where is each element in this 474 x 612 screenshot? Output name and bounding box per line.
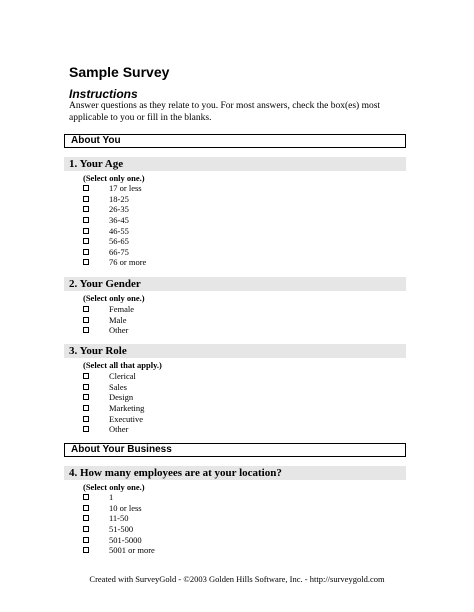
option-label: Executive	[109, 413, 143, 424]
option-row	[83, 524, 133, 535]
checkbox[interactable]	[83, 515, 89, 521]
instructions-text: Answer questions as they relate to you. For most answers, check the box(es) most applicable to you or fill in the blanks.	[69, 101, 381, 123]
option-row	[83, 315, 126, 326]
option-row	[83, 382, 127, 393]
option-row	[83, 236, 129, 247]
checkbox[interactable]	[83, 306, 89, 312]
option-row	[83, 403, 144, 414]
checkbox[interactable]	[83, 259, 89, 265]
checkbox[interactable]	[83, 494, 89, 500]
option-row	[83, 183, 142, 194]
checkbox[interactable]	[83, 196, 89, 202]
checkbox[interactable]	[83, 238, 89, 244]
option-row	[83, 392, 133, 403]
option-row	[83, 194, 129, 205]
question-age-note: (Select only one.)	[83, 173, 145, 183]
option-label: Marketing	[109, 403, 145, 414]
option-label: 56-65	[109, 236, 129, 247]
question-gender-note: (Select only one.)	[83, 293, 145, 303]
option-label: 51-500	[109, 524, 134, 535]
checkbox[interactable]	[83, 228, 89, 234]
question-role-title: 3. Your Role	[64, 344, 406, 358]
question-age-title: 1. Your Age	[64, 157, 406, 171]
option-label: 10 or less	[109, 502, 142, 513]
option-row	[83, 247, 129, 258]
footer-credit: Created with SurveyGold - ©2003 Golden Hills Software, Inc. - http://surveygold.com	[89, 574, 385, 584]
checkbox[interactable]	[83, 405, 89, 411]
checkbox[interactable]	[83, 249, 89, 255]
option-label: 501-5000	[109, 534, 142, 545]
option-label: 1	[109, 492, 114, 503]
option-row	[83, 534, 142, 545]
option-label: 17 or less	[109, 183, 142, 194]
option-row	[83, 424, 128, 435]
option-label: Clerical	[109, 371, 136, 382]
option-label: Other	[109, 325, 129, 336]
option-row	[83, 492, 113, 503]
option-row	[83, 225, 129, 236]
option-label: 26-35	[109, 204, 129, 215]
option-label: Other	[109, 424, 129, 435]
checkbox[interactable]	[83, 206, 89, 212]
question-gender-title: 2. Your Gender	[64, 277, 406, 291]
checkbox[interactable]	[83, 373, 89, 379]
option-label: 66-75	[109, 246, 129, 257]
option-label: 11-50	[109, 513, 129, 524]
section-about-you: About You	[64, 134, 406, 148]
checkbox[interactable]	[83, 327, 89, 333]
instructions-heading: Instructions	[69, 87, 138, 101]
option-row	[83, 325, 128, 336]
checkbox[interactable]	[83, 537, 89, 543]
option-row	[83, 204, 129, 215]
option-row	[83, 257, 146, 268]
checkbox[interactable]	[83, 185, 89, 191]
page-title: Sample Survey	[69, 64, 170, 80]
option-label: Male	[109, 314, 127, 325]
checkbox[interactable]	[83, 317, 89, 323]
question-employees-title: 4. How many employees are at your location?	[64, 466, 406, 480]
question-role-note: (Select all that apply.)	[83, 360, 162, 370]
checkbox[interactable]	[83, 394, 89, 400]
option-label: 36-45	[109, 215, 129, 226]
option-row	[83, 304, 134, 315]
checkbox[interactable]	[83, 505, 89, 511]
option-label: 46-55	[109, 225, 129, 236]
checkbox[interactable]	[83, 384, 89, 390]
option-label: Sales	[109, 381, 127, 392]
question-employees-note: (Select only one.)	[83, 482, 145, 492]
option-row	[83, 513, 129, 524]
option-label: Female	[109, 304, 135, 315]
checkbox[interactable]	[83, 547, 89, 553]
option-label: Design	[109, 392, 134, 403]
option-row	[83, 371, 136, 382]
option-row	[83, 413, 143, 424]
section-about-business: About Your Business	[64, 443, 406, 457]
option-label: 5001 or more	[109, 545, 155, 556]
option-label: 18-25	[109, 193, 129, 204]
option-row	[83, 545, 155, 556]
checkbox[interactable]	[83, 416, 89, 422]
checkbox[interactable]	[83, 426, 89, 432]
checkbox[interactable]	[83, 526, 89, 532]
option-label: 76 or more	[109, 257, 147, 268]
option-row	[83, 215, 129, 226]
checkbox[interactable]	[83, 217, 89, 223]
option-row	[83, 503, 142, 514]
